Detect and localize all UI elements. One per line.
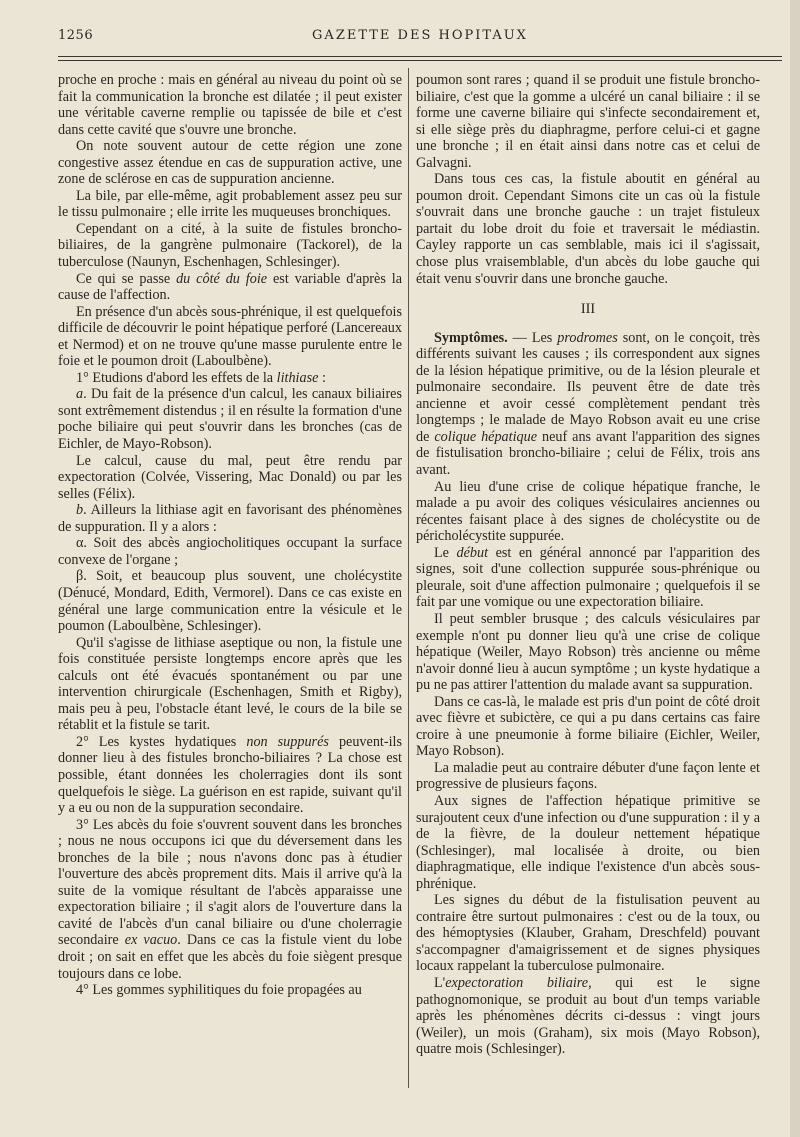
- paragraph: [416, 479, 760, 545]
- paragraph: [58, 568, 402, 634]
- paragraph: [416, 330, 760, 479]
- paragraph: [58, 138, 402, 188]
- paragraph: [58, 370, 402, 387]
- text-run: Il peut sembler brusque ; des calculs vésiculaires par exemple n'ont pu donner lieu qu'à une crise de colique hépatique (Weiler, Mayo Robson) très ancienne ou même n'avoir donné lieu à aucun symptôme ; un kyste hydatique a pu ne pas attirer l'attention du malade avant sa suppuration.: [416, 610, 760, 694]
- paragraph: [58, 817, 402, 982]
- paragraph: [416, 975, 760, 1058]
- text-run: Qu'il s'agisse de lithiase aseptique ou non, la fistule une fois constituée persiste longtemps encore après que les calculs ont été évacués spontanément ou par une intervention chirurgicale (Eschenhagen, Smith et Rigby), mais peu à peu, l'obstacle étant levé, le cours de la bile se rétablit et la fistule se tarit.: [58, 634, 402, 734]
- text-run: La maladie peut au contraire débuter d'une façon lente et progressive de plusieurs façons.: [416, 759, 760, 793]
- text-run: — Les: [507, 329, 558, 346]
- text-run: . Ailleurs la lithiase agit en favorisant des phénomènes de suppuration. Il y a alors :: [58, 502, 402, 535]
- header-rule-thick: [58, 56, 782, 57]
- text-run: On note souvent autour de cette région une zone congestive assez étendue en cas de suppuration active, une zone de sclérose en cas de suppuration ancienne.: [58, 138, 402, 188]
- italic-text: début: [456, 544, 489, 561]
- section-heading: III: [580, 301, 596, 318]
- text-run: Cependant on a cité, à la suite de fistules broncho-biliaires, de la gangrène pulmonaire (Tackorel), de la tuberculose (Naunyn, Eschenhagen, Schlesinger).: [58, 220, 402, 271]
- text-run: Au lieu d'une crise de colique hépatique franche, le malade a pu avoir des coliques vésiculaires anciennes ou récentes faisant place à des signes de cholécystite ou de péricholécystite suppurée.: [416, 478, 760, 545]
- text-run: β. Soit, et beaucoup plus souvent, une cholécystite (Dénucé, Mondard, Edith, Vermorel). Dans ce cas existe en général une large communication entre la vésicule et le poumon (Laboulbène, Schlesinger).: [58, 568, 402, 635]
- text-run: :: [318, 369, 326, 386]
- italic-text: expectoration biliaire: [445, 974, 589, 991]
- text-run: proche en proche : mais en général au niveau du point où se fait la communication la bronche est dilatée ; il peut exister une véritable caverne remplie ou tapissée de bile et c'est dans cette cavité que s'ouvre une bronche.: [58, 72, 402, 138]
- paragraph: [416, 545, 760, 611]
- text-run: sont, on le conçoit, très différents suivant les causes ; ils correspondent aux signes de la lésion hépatique primitive, ou de la lésion pleurale et pulmonaire secondaire. Ils peuvent être de date très ancienne et avoir cessé complètement pendant très longtemps ; le malade de Mayo Robson avait eu une crise de: [416, 329, 760, 445]
- paragraph: [416, 793, 760, 892]
- text-run: est en général annoncé par l'apparition des signes, soit d'une collection suppurée sous-phrénique ou pleurale, soit d'une affection pulmonaire ; quelquefois il se fait par une vomique ou une expectoration biliaire.: [416, 544, 760, 611]
- italic-text: lithiase: [276, 369, 319, 386]
- text-run: . Du fait de la présence d'un calcul, les canaux biliaires sont extrêmement distendus ; il en résulte la formation d'une poche biliaire qui peut s'ouvrir dans les bronches (cas de Eichler, de Mayo-Robson).: [58, 386, 402, 453]
- italic-text: b: [76, 502, 84, 519]
- paragraph: [416, 72, 760, 171]
- column-divider: [408, 68, 409, 1088]
- right-column: [416, 72, 760, 1058]
- text-run: poumon sont rares ; quand il se produit une fistule broncho-biliaire, c'est que la gomme a ulcéré un canal biliaire : il se forme une caverne biliaire qui s'infecte secondairement et, si elle siège près du diaphragme, perfore celui-ci et gagne une bronche ; il en était ainsi dans notre cas et celui de Galvagni.: [416, 72, 760, 171]
- paragraph: [58, 304, 402, 370]
- paragraph: [58, 453, 402, 503]
- text-run: Ce qui se passe: [76, 270, 177, 287]
- text-run: α. Soit des abcès angiocholitiques occupant la surface convexe de l'organe ;: [58, 535, 402, 568]
- paragraph: [416, 694, 760, 760]
- text-run: Dans tous ces cas, la fistule aboutit en général au poumon droit. Cependant Simons cite un cas où la fistule s'ouvrait dans une bronche gauche : un trajet fistuleux partait du lobe droit du foie et traversait le médiastin. Cayley rapporte un cas semblable, mais ici il s'agissait, chose plus vraisemblable, d'un abcès du lobe gauche qui était venu s'ouvrir dans une bronche gauche.: [416, 171, 760, 287]
- italic-text: prodromes: [557, 329, 618, 346]
- italic-text: du côté du foie: [176, 270, 268, 287]
- text-run: 3° Les abcès du foie s'ouvrent souvent dans les bronches ; nous ne nous occupons ici que du déversement dans les bronches de la bile ; nous n'avons donc pas à étudier l'ouverture des abcès proprement dits. Mais il arrive qu'à la suite de la vomique résultant de l'abcès apparaisse une expectoration biliaire ; il s'agit alors de l'ouverture dans la cavité de l'abcès d'un canal biliaire ou d'une cholerragie secondaire: [58, 816, 402, 949]
- paragraph: [58, 982, 402, 999]
- text-run: La bile, par elle-même, agit probablement assez peu sur le tissu pulmonaire ; elle irrite les muqueuses bronchiques.: [58, 187, 402, 221]
- italic-text: ex vacuo: [124, 932, 178, 949]
- paragraph: [416, 892, 760, 975]
- paragraph: [416, 760, 760, 793]
- italic-text: a: [76, 386, 84, 403]
- paragraph: [58, 188, 402, 221]
- text-run: est variable d'après la cause de l'affection.: [58, 270, 402, 304]
- page-edge: [790, 0, 800, 1137]
- paragraph: [58, 221, 402, 271]
- italic-text: non suppurés: [246, 733, 329, 750]
- text-run: 1° Etudions d'abord les effets de la: [76, 369, 277, 386]
- text-run: Aux signes de l'affection hépatique primitive se surajoutent ceux d'une infection ou d'une suppuration : il y a de la fièvre, de la douleur nettement hépatique (Schlesinger), mal localisée à droite, ou bien diaphragmatique, elle indique l'existence d'un abcès sous-phrénique.: [416, 792, 760, 892]
- paragraph: [58, 386, 402, 452]
- paragraph: [58, 734, 402, 817]
- text-run: 4° Les gommes syphilitiques du foie propagées au: [76, 982, 362, 999]
- paragraph: [58, 535, 402, 568]
- paragraph: [58, 635, 402, 734]
- text-run: Dans ce cas-là, le malade est pris d'un point de côté droit avec fièvre et subictère, ce qui a pu dans certains cas faire croire à une pneumonie à forme biliaire (Eichler, Weiler, Mayo Robson).: [416, 693, 760, 760]
- text-run: Les signes du début de la fistulisation peuvent au contraire être surtout pulmonaires : c'est ou de la toux, ou des hémoptysies (Klauber, Graham, Dreschfeld) pouvant s'accompagner d'amaigrissement et de signes physiques locaux rappelant la tuberculose pulmonaire.: [416, 892, 760, 975]
- paragraph: [416, 171, 760, 287]
- text-run: Le calcul, cause du mal, peut être rendu par expectoration (Colvée, Vissering, Mac Donald) ou par les selles (Félix).: [58, 452, 402, 502]
- publication-title: GAZETTE DES HOPITAUX: [312, 28, 528, 43]
- header-rule-thin: [58, 60, 782, 61]
- paragraph: [58, 271, 402, 304]
- left-column: [58, 72, 402, 999]
- text-run: 2° Les kystes hydatiques: [76, 733, 247, 750]
- page-header: [58, 28, 782, 46]
- page-number: 1256: [58, 28, 94, 43]
- paragraph: [58, 72, 402, 138]
- bold-text: Symptômes.: [434, 329, 508, 346]
- paragraph: [416, 611, 760, 694]
- text-run: Le: [434, 544, 457, 561]
- text-run: neuf ans avant l'apparition des signes de fistulisation broncho-biliaire ; celui de Félix, trois ans avant.: [416, 428, 760, 479]
- text-run: . Dans ce cas la fistule vient du lobe droit ; on sait en effet que les abcès du foie siègent presque toujours dans ce lobe.: [58, 932, 402, 982]
- text-run: peuvent-ils donner lieu à des fistules broncho-biliaires ? La chose est possible, étant données les cholerragies dont ils sont quelquefois le siège. La guérison en est rapide, suivant qu'il y a eu ou non de la suppuration secondaire.: [58, 733, 402, 817]
- paragraph: [58, 502, 402, 535]
- text-run: En présence d'un abcès sous-phrénique, il est quelquefois difficile de découvrir le point hépatique perforé (Lancereaux et Nermod) et on ne trouve qu'une masse purulente entre le foie et le poumon droit (Laboulbène).: [58, 303, 402, 370]
- text-run: L': [434, 974, 446, 991]
- text-run: , qui est le signe pathognomonique, se produit au bout d'un temps variable après les phénomènes décrits ci-dessus : vingt jours (Weiler), un mois (Graham), six mois (Mayo Robson), quatre mois (Schlesinger).: [416, 974, 760, 1058]
- italic-text: colique hépatique: [434, 428, 538, 445]
